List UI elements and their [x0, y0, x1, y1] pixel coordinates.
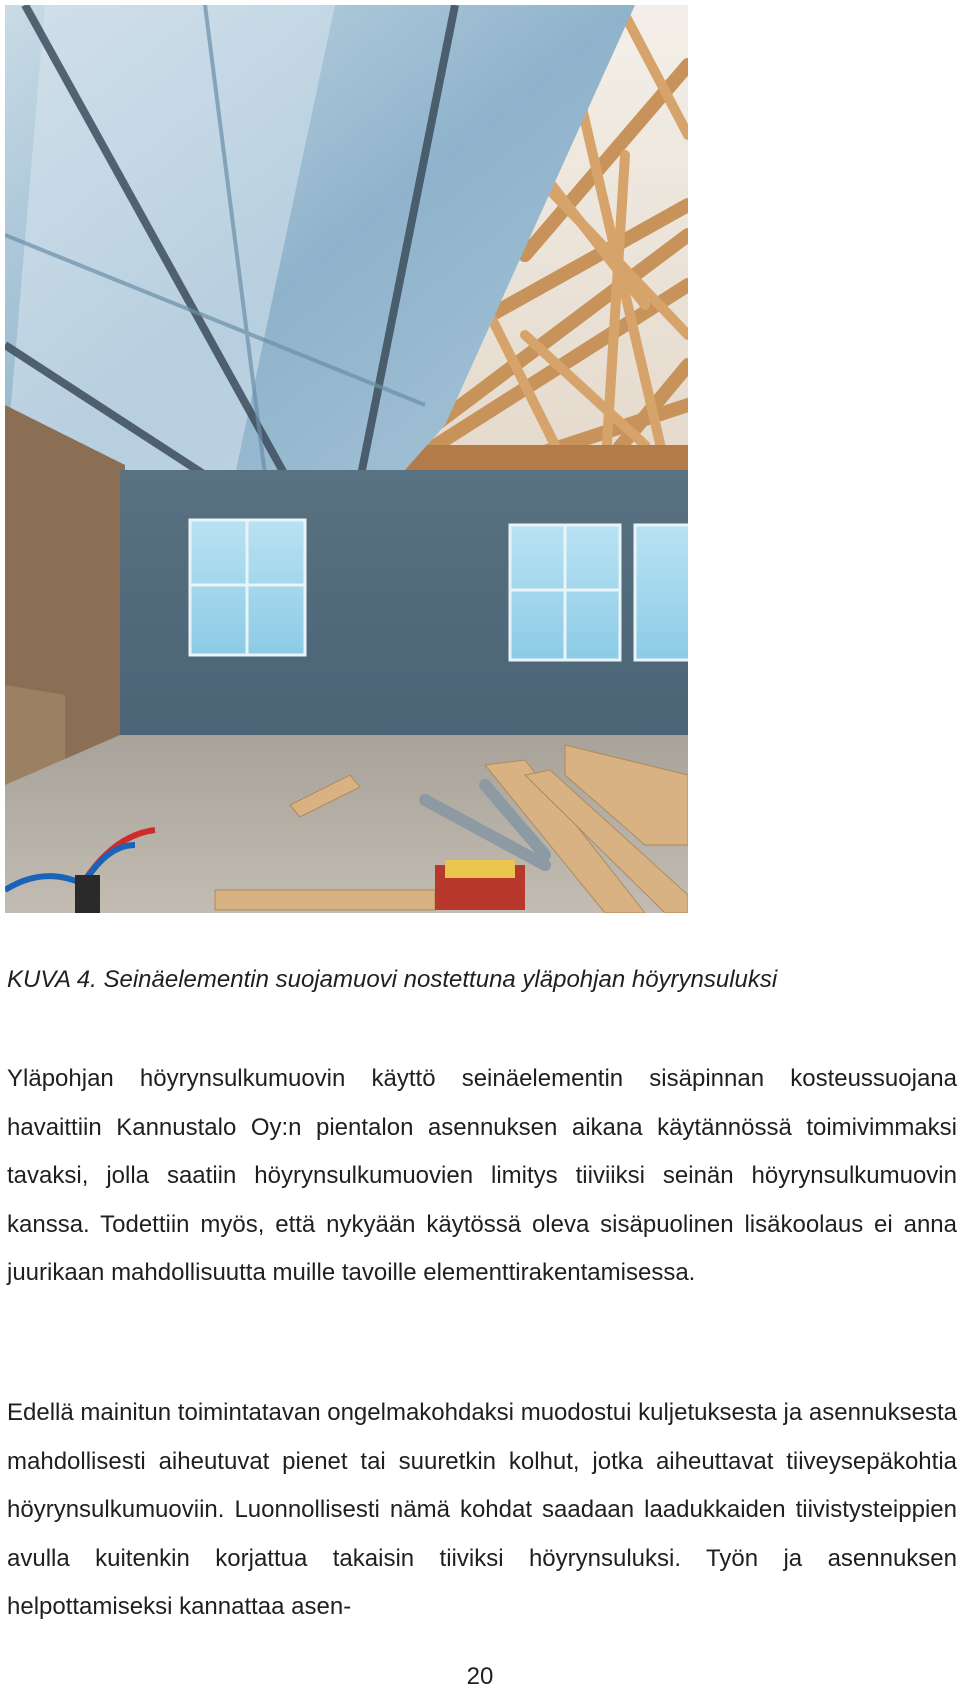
construction-photo	[5, 5, 688, 913]
body-paragraph	[7, 1055, 957, 1298]
body-paragraph	[7, 1389, 957, 1632]
paragraph-text: Yläpohjan höyrynsulkumuovin käyttö seinäelementin sisäpinnan kosteussuojana havaittiin Kannustalo Oy:n pientalon asennuksen aikana käytännössä toimivimmaksi tavaksi, jolla saatiin höyrynsulkumuovien limitys tiiviiksi seinän höyrynsulkumuovin kanssa. Todettiin myös, että nykyään käytössä oleva sisäpuolinen lisäkoolaus ei anna juurikaan mahdollisuutta muille tavoille elementtirakentamisessa.	[7, 1065, 957, 1286]
paragraph-text: Edellä mainitun toimintatavan ongelmakohdaksi muodostui kuljetuksesta ja asennuksesta mahdollisesti aiheutuvat pienet tai suuretkin kolhut, jotka aiheuttavat tiiveysepäkohtia höyrynsulkumuoviin. Luonnollisesti nämä kohdat saadaan laadukkaiden tiivistysteippien avulla kuitenkin korjattua takaisin tiiviksi höyrynsuluksi. Työn ja asennuksen helpottamiseksi kannattaa asen-	[7, 1399, 957, 1620]
construction-photo-illustration	[5, 5, 688, 913]
figure-caption: KUVA 4. Seinäelementin suojamuovi nostettuna yläpohjan höyrynsuluksi	[7, 966, 778, 993]
page-number: 20	[466, 1663, 494, 1690]
